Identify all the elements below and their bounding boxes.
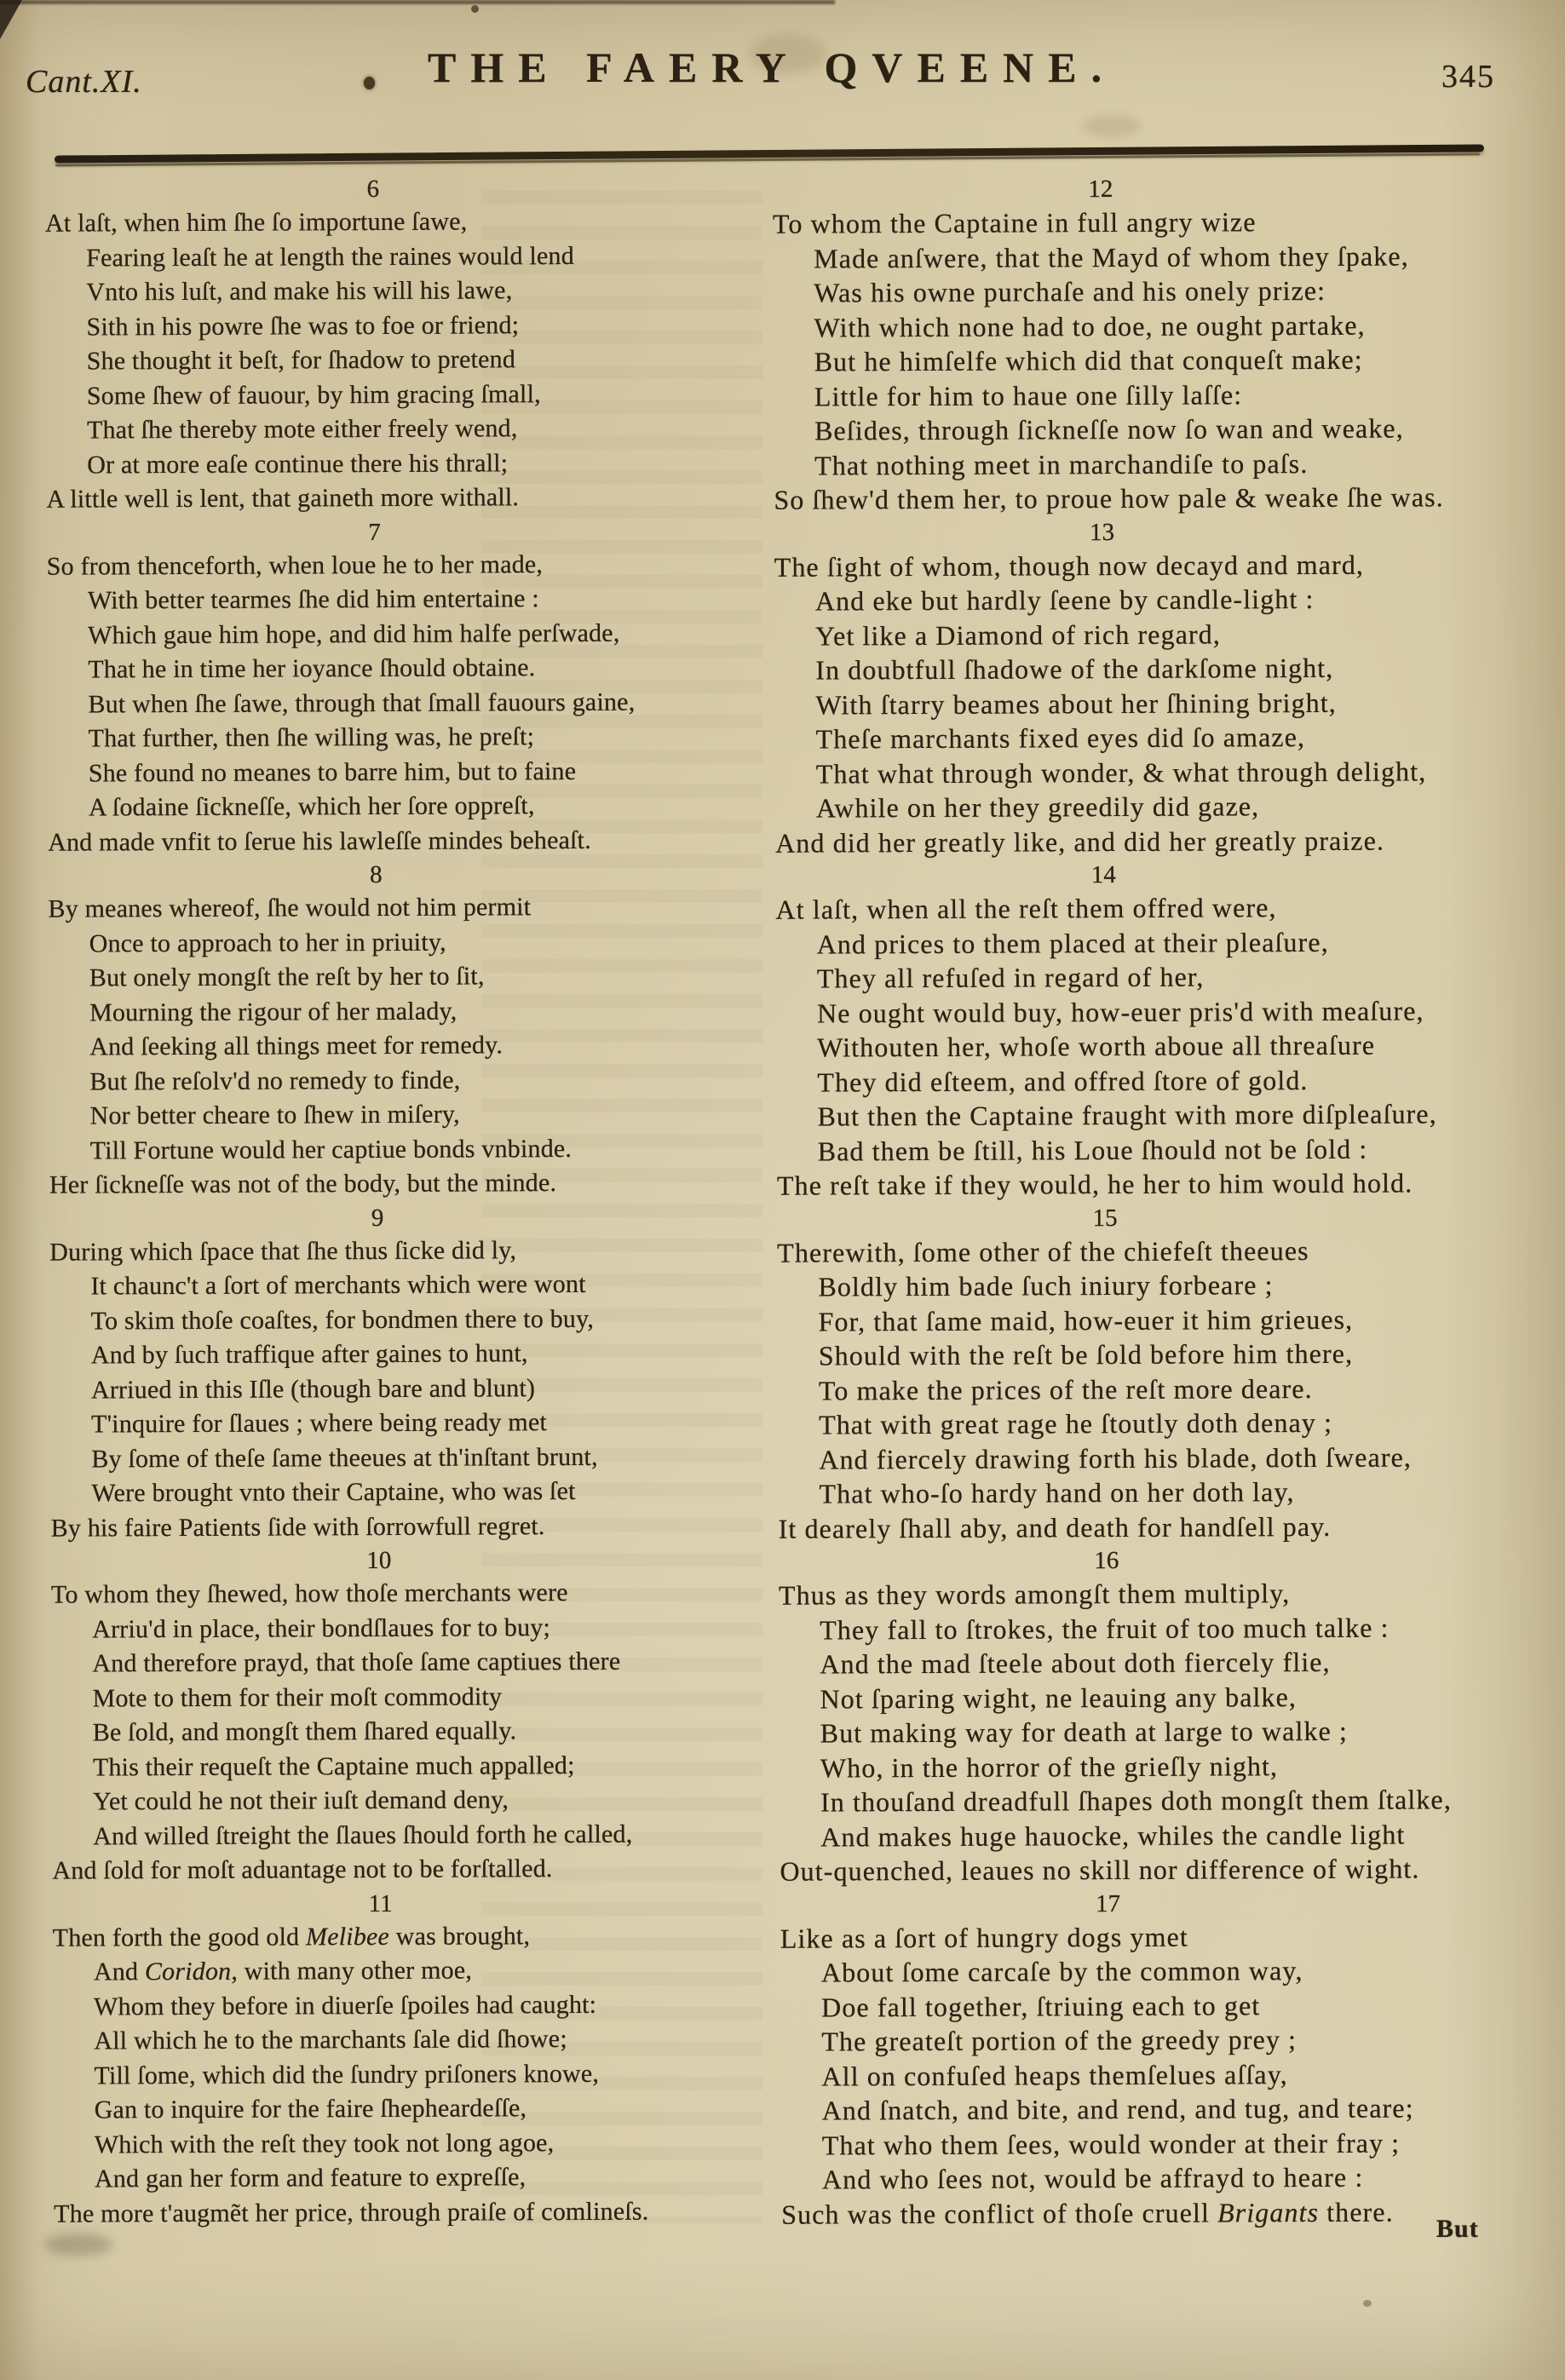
stanza <box>779 1543 1453 1888</box>
scan-edge-shadow <box>0 0 835 4</box>
verse-line: And fiercely drawing forth his blade, doth ſweare, <box>819 1440 1413 1475</box>
verse-line: Not ſparing wight, ne leauing any balke, <box>820 1681 1297 1715</box>
ink-smudge <box>44 2233 112 2256</box>
verse-line: So ſhew'd them her, to proue how pale & weake ſhe was. <box>774 481 1444 515</box>
stanza <box>774 515 1447 860</box>
verse-line: In thouſand dreadfull ſhapes doth mongſt them ſtalke, <box>820 1784 1452 1818</box>
verse-text: Then forth the good old <box>52 1922 307 1952</box>
verse-line: Which with the reſt they took not long agoe, <box>94 2128 555 2159</box>
verse-line: The more t'augmẽt her price, through praiſe of comlineſs. <box>54 2197 649 2228</box>
ink-stain <box>471 5 479 13</box>
verse-line: Withouten her, whoſe worth aboue all threaſure <box>817 1029 1376 1063</box>
verse-line: And ſold for moſt aduantage not to be forſtalled. <box>52 1854 553 1885</box>
verse-line: By his faire Patients ſide with ſorrowfull regret. <box>50 1511 545 1543</box>
stanza <box>780 1886 1454 2232</box>
verse-line: They fall to ſtrokes, the fruit of too much talke : <box>820 1612 1390 1646</box>
verse-line: Arriu'd in place, their bondſlaues for to buy; <box>92 1613 551 1643</box>
verse-line: And the mad ſteele about doth fiercely flie, <box>820 1646 1331 1680</box>
verse-line: Arriued in this Iſle (though bare and blunt) <box>90 1373 536 1404</box>
verse-line: Once to approach to her in priuity, <box>89 928 446 957</box>
verse-line: The ſight of whom, though now decayd and mard, <box>774 549 1365 583</box>
verse-column-left <box>45 171 711 2231</box>
verse-line: That further, then ſhe willing was, he preſt; <box>88 722 535 753</box>
verse-line: A ſodaine ſickneſſe, which her ſore oppreſt, <box>88 791 535 822</box>
header-rule-divider <box>55 144 1484 163</box>
verse-text: there. <box>1319 2196 1394 2228</box>
verse-line: That who-ſo hardy hand on her doth lay, <box>819 1476 1295 1509</box>
stanza-number: 15 <box>1092 1204 1118 1232</box>
verse-line: Fearing leaſt he at length the raines would lend <box>86 241 574 272</box>
verse-line: Were brought vnto their Captaine, who was ſet <box>91 1476 576 1508</box>
verse-line: It dearely ſhall aby, and death for handſell pay. <box>778 1510 1332 1544</box>
verse-line: Vnto his luſt, and make his will his lawe, <box>86 276 513 307</box>
verse-line: To make the prices of the reſt more deare. <box>818 1372 1313 1406</box>
verse-line: Yet like a Diamond of rich regard, <box>815 618 1221 652</box>
verse-line: At laſt, when him ſhe ſo importune ſawe, <box>44 207 468 238</box>
verse-line: And prices to them placed at their pleaſure, <box>816 926 1329 960</box>
verse-line: Boldly him bade ſuch iniury forbeare ; <box>818 1269 1274 1302</box>
verse-line: So from thenceforth, when loue he to her made, <box>46 549 544 581</box>
catchword: But <box>1436 2215 1479 2243</box>
verse-line: In doubtfull ſhadowe of the darkſome night, <box>815 652 1334 686</box>
stanza-number: 13 <box>1090 518 1115 546</box>
verse-line: Thus as they words amongſt them multiply, <box>778 1578 1291 1611</box>
stanza-number: 10 <box>366 1546 392 1575</box>
verse-line: And ſnatch, and bite, and rend, and tug, and teare; <box>821 2092 1414 2126</box>
verse-line: That nothing meet in marchandiſe to paſs. <box>814 447 1309 481</box>
verse-line: And did her greatly like, and did her greatly praize. <box>775 825 1385 859</box>
verse-line: Be ſold, and mongſt them ſhared equally. <box>92 1716 517 1747</box>
verse-line: All on confuſed heaps themſelues aſſay, <box>821 2058 1288 2092</box>
stanza <box>46 515 704 860</box>
stanza <box>51 1543 709 1888</box>
stanza-number: 17 <box>1096 1889 1121 1917</box>
verse-line: That who them ſees, would wonder at their fray ; <box>821 2127 1401 2161</box>
verse-line: Mourning the rigour of her malady, <box>89 997 457 1026</box>
italic-proper-name: Brigants <box>1217 2196 1320 2228</box>
stanza <box>45 171 703 517</box>
verse-line: To skim thoſe coaſtes, for bondmen there to buy, <box>90 1304 595 1335</box>
verse-line: For, that ſame maid, how-euer it him grieues, <box>818 1303 1354 1337</box>
verse-text: , with many other moe, <box>231 1956 473 1986</box>
verse-line: With better tearmes ſhe did him entertaine : <box>87 584 539 615</box>
stanza-number: 16 <box>1094 1546 1119 1575</box>
ink-stain <box>1363 2300 1372 2307</box>
page-number: 345 <box>1441 59 1495 95</box>
verse-line: They did eſteem, and offred ſtore of gold. <box>817 1064 1309 1098</box>
stanza <box>49 1200 707 1546</box>
verse-line: Theſe marchants fixed eyes did ſo amaze, <box>815 721 1306 755</box>
verse-line: But when ſhe ſawe, through that ſmall fauours gaine, <box>88 687 636 718</box>
page-title: THE FAERY QVEENE. <box>428 43 1117 91</box>
verse-line: Awhile on her they greedily did gaze, <box>815 790 1260 824</box>
verse-line: And ſeeking all things meet for remedy. <box>89 1031 503 1061</box>
verse-line: Till ſome, which did the ſundry priſoners knowe, <box>94 2059 600 2090</box>
verse-line: A little well is lent, that gaineth more withall. <box>46 483 520 514</box>
verse-line: She found no meanes to barre him, but to faine <box>88 756 577 787</box>
scan-corner-shadow <box>0 0 22 39</box>
verse-line: Little for him to haue one ſilly laſſe: <box>814 378 1243 412</box>
verse-line: That what through wonder, & what through delight, <box>815 755 1427 790</box>
italic-proper-name: Coridon <box>144 1957 232 1986</box>
verse-line: The greateſt portion of the greedy prey ; <box>821 2024 1297 2057</box>
verse-line: All which he to the marchants ſale did ſhowe; <box>94 2025 567 2055</box>
stanza <box>773 171 1447 517</box>
verse-line: And by ſuch traffique after gaines to hunt, <box>90 1339 528 1370</box>
verse-line: Therewith, ſome other of the chiefeſt theeues <box>777 1234 1309 1268</box>
verse-line <box>53 1918 709 1956</box>
stanza-number: 12 <box>1088 175 1113 204</box>
verse-line: Beſides, through ſickneſſe now ſo wan and weake, <box>814 412 1404 446</box>
italic-proper-name: Melibee <box>305 1922 390 1951</box>
stanza-number: 14 <box>1090 860 1116 889</box>
verse-line: By ſome of theſe ſame theeues at th'inſtant brunt, <box>91 1442 598 1473</box>
paper-stain <box>1082 115 1142 137</box>
verse-line: Or at more eaſe continue there his thrall; <box>87 448 509 479</box>
verse-line: Should with the reſt be ſold before him there, <box>818 1337 1354 1371</box>
verse-line: Like as a ſort of hungry dogs ymet <box>780 1921 1188 1954</box>
verse-line: And eke but hardly ſeene by candle-light : <box>814 583 1315 617</box>
verse-line <box>53 1952 709 1990</box>
verse-line: But making way for death at large to walke ; <box>820 1715 1348 1749</box>
verse-line: She thought it beſt, for ſhadow to pretend <box>86 345 516 376</box>
verse-line: To whom the Captaine in full angry wize <box>772 206 1257 239</box>
verse-line: Which gaue him hope, and did him halfe perſwade, <box>88 618 620 649</box>
verse-line: At laſt, when all the reſt them offred were, <box>775 892 1277 925</box>
stanza-number: 9 <box>371 1204 384 1232</box>
verse-line: With ſtarry beames about her ſhining bright, <box>815 687 1337 721</box>
verse-line: Mote to them for their moſt commodity <box>92 1682 503 1712</box>
verse-line: Her ſickneſſe was not of the body, but the minde. <box>49 1169 557 1199</box>
verse-line: That he in time her ioyance ſhould obtaine. <box>88 653 536 684</box>
running-header-canto: Cant.XI. <box>26 64 142 100</box>
verse-line: Yet could he not their iuſt demand deny, <box>92 1785 509 1816</box>
verse-line: This their requeſt the Captaine much appalled; <box>92 1751 575 1781</box>
verse-line: Made anſwere, that the Mayd of whom they ſpake, <box>814 239 1409 274</box>
ink-stain <box>364 77 375 89</box>
verse-text: was brought, <box>388 1921 531 1951</box>
verse-line: It chaunc't a ſort of merchants which were wont <box>90 1269 586 1301</box>
stanza <box>53 1886 711 2232</box>
verse-line: They all refuſed in regard of her, <box>816 961 1205 994</box>
verse-line: During which ſpace that ſhe thus ſicke did ly, <box>49 1235 517 1267</box>
verse-line: About ſome carcaſe by the common way, <box>820 1955 1303 1988</box>
verse-line: Doe fall together, ſtriuing each to get <box>821 1989 1261 2023</box>
verse-line: Bad them be ſtill, his Loue ſhould not be ſold : <box>817 1133 1368 1167</box>
verse-line: But then the Captaine fraught with more diſpleaſure, <box>817 1098 1437 1132</box>
verse-line: Sith in his powre ſhe was to foe or friend; <box>86 310 520 341</box>
verse-text: And <box>93 1957 145 1986</box>
verse-line: T'inquire for ſlaues ; where being ready met <box>91 1408 548 1439</box>
stanza-number: 6 <box>366 175 380 204</box>
verse-line: Out-quenched, leaues no skill nor difference of wight. <box>780 1853 1420 1887</box>
stanza-number: 7 <box>368 518 381 546</box>
verse-line: Nor better cheare to ſhew in miſery, <box>89 1100 460 1130</box>
verse-line <box>781 2194 1453 2232</box>
verse-line: Gan to inquire for the faire ſhepheardeſſe, <box>94 2094 527 2124</box>
verse-line: And therefore prayd, that thoſe ſame captiues there <box>92 1647 621 1678</box>
stanza-number: 11 <box>368 1889 393 1917</box>
stanza-number: 8 <box>370 860 383 889</box>
verse-line: And makes huge hauocke, whiles the candle light <box>820 1819 1406 1853</box>
verse-line: But he himſelfe which did that conqueſt make; <box>814 343 1363 377</box>
verse-line: Was his owne purchaſe and his onely prize: <box>814 274 1326 308</box>
stanza <box>48 857 705 1203</box>
stanza <box>775 857 1449 1203</box>
verse-line: That with great rage he ſtoutly doth denay ; <box>819 1406 1333 1440</box>
verse-line: Ne ought would buy, how-euer pris'd with meaſure, <box>816 994 1424 1029</box>
verse-line: By meanes whereof, ſhe would not him permit <box>48 893 532 923</box>
verse-line: Till Fortune would her captiue bonds vnbinde. <box>89 1134 572 1164</box>
verse-line: But onely mongſt the reſt by her to ſit, <box>89 962 485 992</box>
verse-line: And made vnfit to ſerue his lawleſſe mindes beheaſt. <box>48 825 591 857</box>
verse-line: Who, in the horror of the grieſly night, <box>820 1750 1279 1784</box>
verse-line: And willed ſtreight the ſlaues ſhould forth he called, <box>93 1819 633 1850</box>
verse-line: And gan her form and feature to expreſſe, <box>94 2163 526 2193</box>
verse-line: With which none had to doe, ne ought partake, <box>814 309 1366 343</box>
verse-line: To whom they ſhewed, how thoſe merchants were <box>50 1578 568 1609</box>
verse-text: Such was the conflict of thoſe cruell <box>781 2196 1218 2230</box>
verse-line: And who ſees not, would be affrayd to heare : <box>821 2161 1364 2195</box>
verse-line: Whom they before in diuerſe ſpoiles had caught: <box>94 1990 597 2021</box>
verse-line: That ſhe thereby mote either freely wend, <box>86 414 518 445</box>
stanza <box>777 1200 1451 1546</box>
verse-line: But ſhe reſolv'd no remedy to finde, <box>89 1066 461 1095</box>
verse-column-right <box>773 171 1453 2231</box>
verse-line: The reſt take if they would, he her to him would hold. <box>776 1167 1413 1201</box>
verse-line: Some ſhew of fauour, by him gracing ſmall, <box>86 379 541 410</box>
